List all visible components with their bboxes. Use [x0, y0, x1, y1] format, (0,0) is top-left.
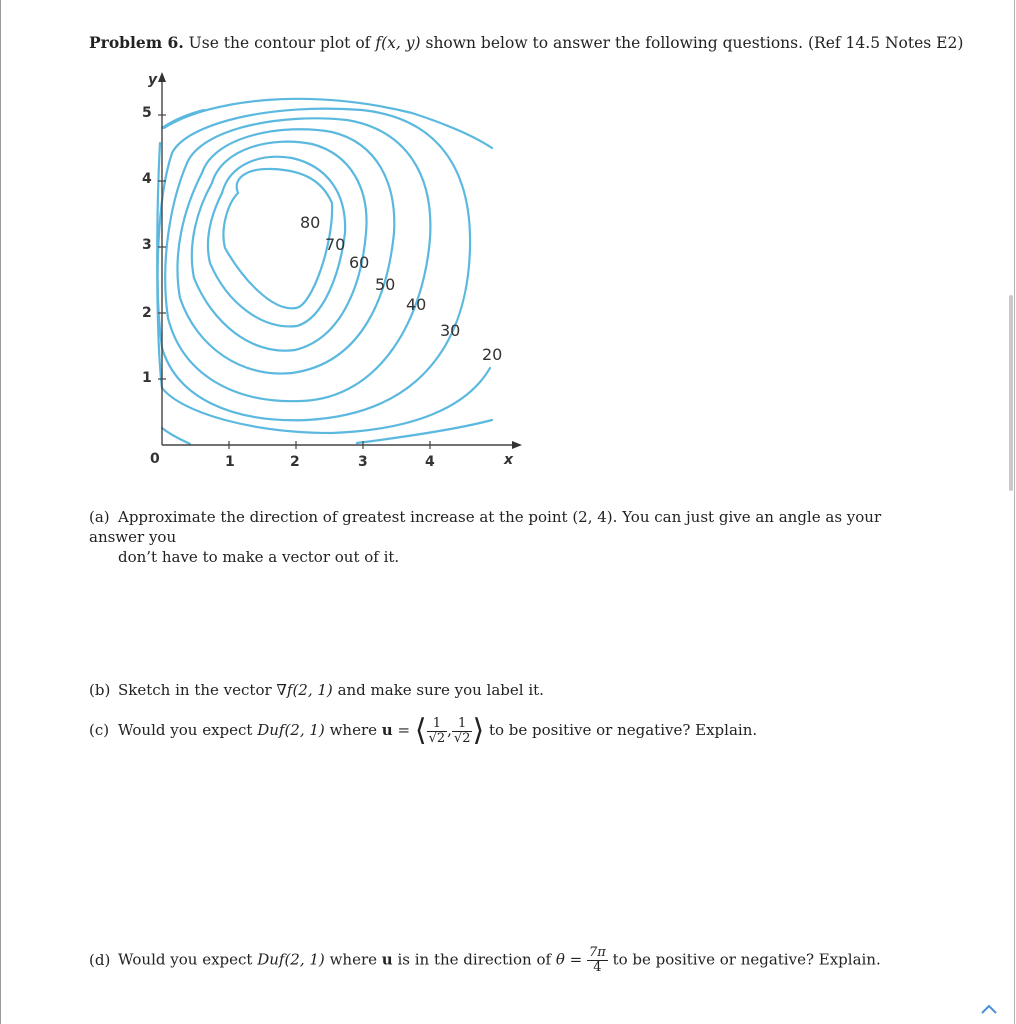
contour-20-main — [157, 143, 490, 433]
contour-label-40: 40 — [406, 295, 427, 314]
question-c-text-cont: to be positive or negative? Explain. — [488, 721, 758, 739]
question-a-text: Approximate the direction of greatest increase at the point — [118, 508, 568, 526]
question-a-text-cont: You can just give an angle as your answer you — [89, 508, 882, 546]
y-tick-label: 4 — [142, 171, 152, 187]
question-c-label: (c) — [89, 721, 110, 739]
contour-20-upper — [164, 99, 492, 148]
problem-intro: Use the contour plot of — [188, 34, 371, 52]
unit-vector-symbol: u — [381, 721, 393, 739]
contour-80 — [223, 169, 332, 308]
scrollbar-thumb[interactable] — [1009, 295, 1013, 491]
question-d-text-mid: is in the direction of — [397, 950, 552, 969]
question-a-label: (a) — [89, 508, 110, 526]
question-b — [89, 680, 939, 700]
question-d — [89, 946, 939, 975]
comma: , — [447, 721, 452, 739]
contour-label-20: 20 — [482, 345, 503, 364]
y-tick-label: 2 — [142, 305, 152, 321]
question-b-label: (b) — [89, 681, 111, 699]
question-a-line2: don’t have to make a vector out of it. — [118, 548, 400, 566]
question-d-where: where — [329, 950, 378, 969]
y-tick-label: 5 — [142, 105, 152, 121]
x-axis-arrow — [512, 441, 522, 449]
x-tick-label: 2 — [290, 454, 300, 470]
left-angle-bracket: ⟨ — [414, 713, 427, 748]
contour-label-70: 70 — [325, 235, 346, 254]
problem-statement — [89, 33, 969, 53]
y-tick-label: 3 — [142, 237, 152, 253]
y-axis-arrow — [158, 72, 166, 82]
y-axis-label: y — [148, 72, 158, 88]
angle-fraction: $\frac{7\pi}{4}$ — [588, 945, 606, 975]
directional-derivative: Duf(2, 1) — [257, 950, 325, 969]
question-a — [89, 507, 939, 567]
equals-sign: = — [397, 721, 411, 739]
question-d-text-cont: to be positive or negative? Explain. — [612, 950, 881, 969]
y-tick-label: 1 — [142, 370, 152, 386]
problem-intro-cont: shown below to answer the following questions. — [425, 34, 804, 52]
contour-plot — [132, 68, 532, 478]
x-axis-label: x — [504, 452, 514, 468]
page-right-border — [1014, 0, 1015, 1024]
unit-vector-symbol: u — [381, 950, 393, 969]
problem-function: f(x, y) — [375, 34, 421, 52]
question-c-where: where — [329, 721, 378, 739]
problem-title: Problem 6. — [89, 33, 184, 52]
contour-50 — [177, 129, 394, 373]
question-a-point: (2, 4). — [572, 508, 618, 526]
question-d-label: (d) — [89, 950, 111, 969]
contour-label-80: 80 — [300, 213, 321, 232]
scroll-up-chevron-icon[interactable] — [980, 1000, 998, 1018]
contour-lines — [157, 99, 492, 444]
contour-label-60: 60 — [349, 253, 370, 272]
x-tick-label: 4 — [425, 454, 435, 470]
contour-low-left — [162, 428, 190, 444]
directional-derivative: Duf(2, 1) — [257, 721, 325, 739]
origin-label: 0 — [150, 451, 160, 467]
fraction-2: $\frac{1}{√2}$ — [453, 715, 471, 746]
problem-reference: (Ref 14.5 Notes E2) — [808, 34, 964, 52]
contour-label-30: 30 — [440, 321, 461, 340]
question-c — [89, 713, 939, 748]
fraction-1: $\frac{1}{√2}$ — [428, 715, 446, 746]
contour-low-bottom — [357, 420, 492, 443]
question-b-text: Sketch in the vector — [118, 681, 272, 699]
gradient-expression: ∇f(2, 1) — [276, 681, 333, 699]
x-tick-label: 3 — [358, 454, 368, 470]
x-tick-label: 1 — [225, 454, 235, 470]
right-angle-bracket: ⟩ — [472, 713, 485, 748]
question-b-text-cont: and make sure you label it. — [337, 681, 544, 699]
question-c-text: Would you expect — [118, 721, 253, 739]
theta-symbol: θ = — [555, 950, 583, 969]
page-left-border — [0, 0, 1, 1024]
question-d-text: Would you expect — [118, 950, 253, 969]
contour-label-50: 50 — [375, 275, 396, 294]
